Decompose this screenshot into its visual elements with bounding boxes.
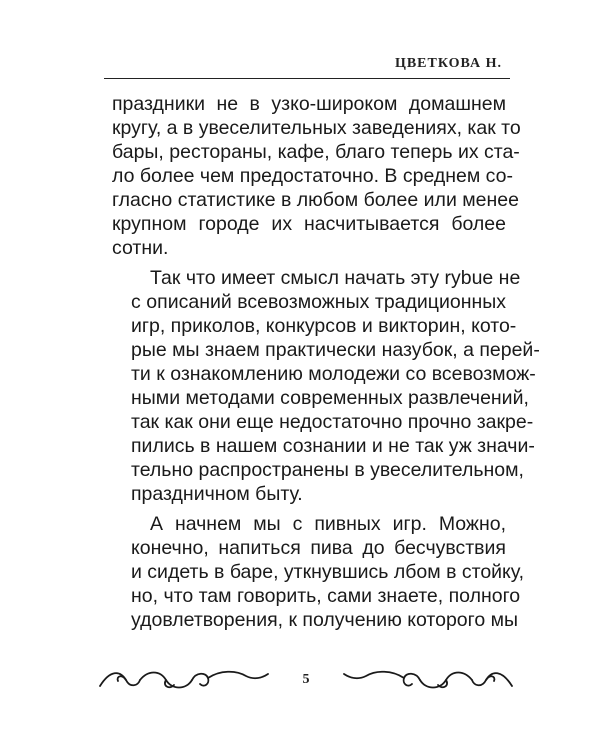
text-line: крупном городе их насчитывается более <box>112 213 506 235</box>
running-header-author: ЦВЕТКОВА Н. <box>394 56 502 71</box>
paragraph-3 <box>112 512 525 632</box>
text-line: праздничном быту. <box>131 483 303 505</box>
text-line: но, что там говорить, сами знаете, полного <box>131 585 521 607</box>
text-line: сотни. <box>112 237 169 259</box>
page-number: 5 <box>302 672 310 687</box>
text-line: конечно, напиться пива до бесчувствия <box>131 537 506 559</box>
text-line: А начнем мы с пивных игр. Можно, <box>150 513 506 535</box>
text-line: пились в нашем сознании и не так уж значи- <box>131 435 535 457</box>
text-line: ло более чем предостаточно. В среднем со- <box>112 165 513 187</box>
text-line: гласно статистике в любом более или менее <box>112 189 519 211</box>
paragraph-2 <box>112 266 540 506</box>
flourish-ornament-icon <box>341 660 516 700</box>
text-line: Так что имеет смысл начать эту rybue не <box>150 267 521 289</box>
text-line: игр, приколов, конкурсов и викторин, кото- <box>131 315 517 337</box>
page-footer <box>96 660 516 700</box>
text-line: праздники не в узко-широком домашнем <box>112 93 506 115</box>
text-line: ными методами современных развлечений, <box>131 387 529 409</box>
text-line: с описаний всевозможных традиционных <box>131 291 506 313</box>
text-line: кругу, а в увеселительных заведениях, как то <box>112 117 521 139</box>
text-line: так как они еще недостаточно прочно закре- <box>131 411 534 433</box>
text-line: ти к ознакомлению молодежи со всевозмож- <box>131 363 536 385</box>
running-header <box>104 56 510 76</box>
body-text <box>112 92 540 638</box>
text-line: удовлетворения, к получению которого мы <box>131 609 519 631</box>
text-line: тельно распространены в увеселительном, <box>131 459 524 481</box>
text-line: рые мы знаем практически назубок, а перей- <box>131 339 540 361</box>
text-line: и сидеть в баре, уткнувшись лбом в стойку, <box>131 561 525 583</box>
text-line: бары, рестораны, кафе, благо теперь их ста- <box>112 141 520 163</box>
header-rule <box>104 78 510 79</box>
paragraph-1 <box>112 92 521 260</box>
